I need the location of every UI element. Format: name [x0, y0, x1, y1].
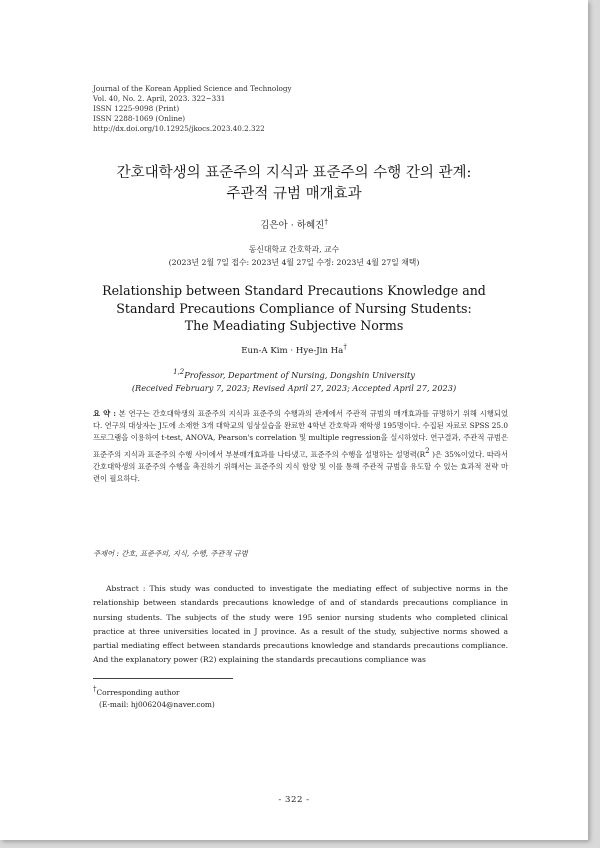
footnote	[93, 684, 215, 710]
affiliation-english-dates: (Received February 7, 2023; Revised April 27, 2023; Accepted April 27, 2023)	[131, 383, 457, 393]
authors-korean-names: 김은아 · 하혜진	[260, 220, 325, 231]
authors-english	[0, 343, 588, 356]
r-squared-sup: 2	[425, 446, 430, 455]
title-english-line1: Relationship between Standard Precautions Knowledge and	[102, 283, 486, 298]
affiliation-korean-dept: 동신대학교 간호학과, 교수	[248, 245, 340, 254]
abstract-korean-body: 본 연구는 간호대학생의 표준주의 지식과 표준주의 수행과의 관계에서 주관적 규범의 매개효과를 규명하기 위해 시행되었다. 연구의 대상자는 J도에 소재한 3개 대학교의 임상실습을 완료한 4학년 간호학과 재학생 195명이다. 수집된 자료로 SPSS 25.0 프로그램을 이용하여 t-test, ANOVA, Pearson's correlation 및 multiple regression을 실시하였다. 연구결과, 주관적 규범은 표준주의 지식과 표준주의 수행 사이에서 부분매개효과를 나타냈고, 표준주의 수행을 설명하는 설명력(R	[93, 409, 508, 459]
abstract-english: Abstract : This study was conducted to investigate the mediating effect of subjective norms in the relationship between standards precautions knowledge of and of standards precautions compliance in nursing students. The subjects of the study were 195 senior nursing students who completed clinical practice at three universities located in J province. As a result of the study, subjective norms showed a partial mediating effect between standards precautions knowledge and standards precautions compliance. And the explanatory power (R2) explaining the standards precautions compliance was	[93, 584, 508, 665]
affiliation-english-dept: Professor, Department of Nursing, Dongshin University	[184, 370, 415, 380]
page-number: - 322 -	[278, 795, 310, 805]
footnote-label: Corresponding author	[96, 688, 180, 697]
issn-online: ISSN 2288-1069 (Online)	[93, 114, 186, 123]
footnote-email: (E-mail: hj006204@naver.com)	[99, 699, 215, 709]
abstract-korean-body-end: )은 35%이었다. 따라서 간호대학생의 표준주의 수행을 촉진하기 위해서는 표준주의 지식 함양 및 이를 통해 주관적 규범을 유도할 수 있는 효과적 전략 마련이 필요하다.	[93, 449, 509, 484]
title-english-line2: Standard Precautions Compliance of Nursing Students:	[116, 300, 472, 316]
abstract-korean-lead: 요 약 :	[93, 409, 116, 418]
title-english	[0, 282, 588, 335]
journal-name: Journal of the Korean Applied Science and Technology	[93, 84, 292, 93]
journal-volume: Vol. 40, No. 2. April, 2023. 322~331	[93, 94, 226, 103]
affiliation-english	[0, 366, 588, 395]
title-korean	[0, 163, 588, 205]
authors-korean	[0, 217, 588, 231]
authors-english-names: Eun-A Kim · Hye-Jin Ha	[241, 346, 344, 356]
footnote-divider	[93, 678, 233, 679]
title-korean-line1: 간호대학생의 표준주의 지식과 표준주의 수행 간의 관계:	[116, 165, 472, 181]
doi-link[interactable]: http://dx.doi.org/10.12925/jkocs.2023.40.2.322	[93, 124, 265, 133]
affiliation-sup: 1,2	[173, 368, 185, 376]
title-english-line3: The Meadiating Subjective Norms	[184, 318, 404, 333]
issn-print: ISSN 1225-9098 (Print)	[93, 104, 180, 113]
journal-header	[93, 84, 292, 134]
corresponding-mark: †	[324, 218, 328, 226]
title-korean-line2: 주관적 규범 매개효과	[226, 186, 362, 202]
corresponding-mark: †	[343, 343, 347, 351]
footnote-mark: †	[93, 685, 97, 693]
affiliation-korean	[0, 243, 588, 269]
abstract-korean	[93, 408, 508, 485]
keywords-korean: 주제어 : 간호, 표준주의, 지식, 수행, 주관적 규범	[93, 549, 248, 558]
affiliation-korean-dates: (2023년 2월 7일 접수: 2023년 4월 27일 수정: 2023년 4월 27일 채택)	[168, 258, 420, 267]
